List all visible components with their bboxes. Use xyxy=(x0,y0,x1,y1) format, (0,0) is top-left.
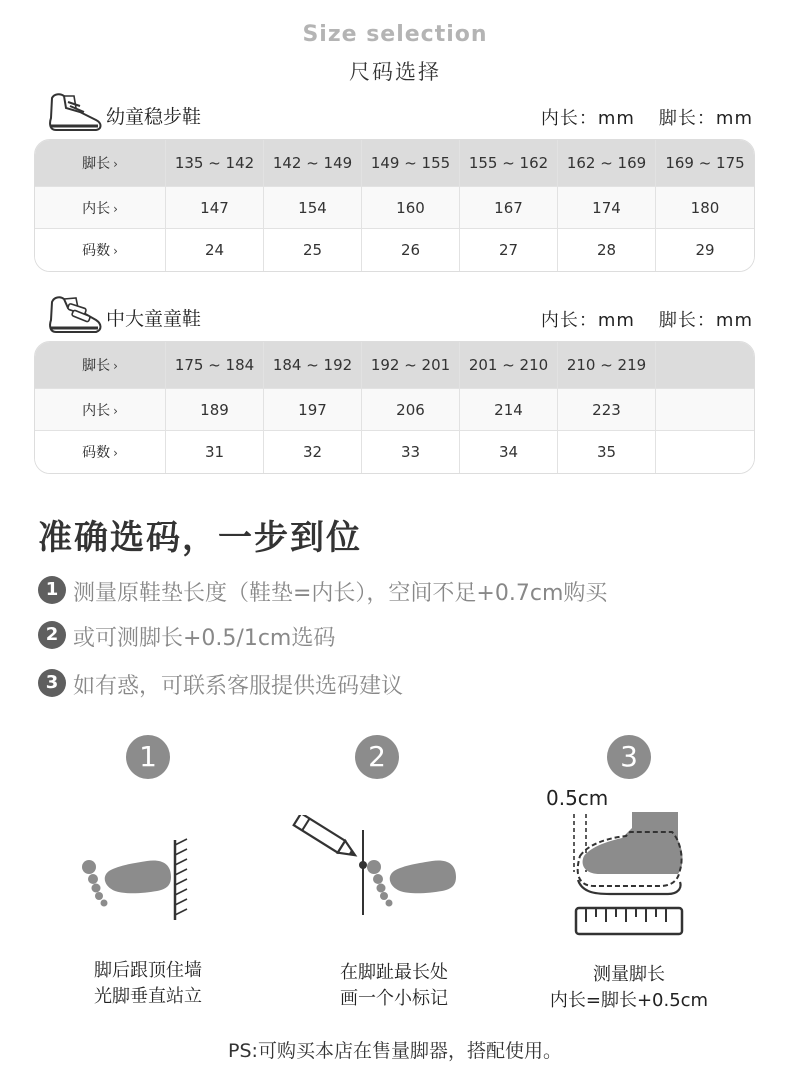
units-legend xyxy=(517,104,753,130)
size-table-kids xyxy=(34,341,755,474)
table-cell: 167 xyxy=(460,186,558,228)
table-cell: 189 xyxy=(166,388,264,430)
table-row-foot-length xyxy=(35,342,754,388)
title-chinese: 尺码选择 xyxy=(349,60,441,84)
table-cell: 25 xyxy=(264,228,362,271)
tip-text: 测量原鞋垫长度（鞋垫=内长），空间不足+0.7cm购买 xyxy=(73,581,608,606)
table-row-inner-length xyxy=(35,186,754,228)
table-cell: 32 xyxy=(264,430,362,473)
table-row-foot-length xyxy=(35,140,754,186)
table-cell: 206 xyxy=(362,388,460,430)
caption-line: 内长=脚长+0.5cm xyxy=(549,990,709,1011)
step-caption xyxy=(38,958,258,1010)
table-row-size xyxy=(35,430,754,473)
table-cell: 162 ~ 169 xyxy=(558,140,656,186)
caption-line: 测量脚长 xyxy=(593,964,665,985)
footer-note: PS:可购买本店在售量脚器，搭配使用。 xyxy=(228,1040,562,1062)
table-cell xyxy=(656,342,754,388)
table-cell: 169 ~ 175 xyxy=(656,140,754,186)
table-row-size xyxy=(35,228,754,271)
table-cell: 174 xyxy=(558,186,656,228)
table-cell xyxy=(656,388,754,430)
section-label: 幼童稳步鞋 xyxy=(106,106,202,128)
table-cell: 155 ~ 162 xyxy=(460,140,558,186)
table-cell: 175 ~ 184 xyxy=(166,342,264,388)
kids-shoe-icon xyxy=(46,292,104,336)
table-cell: 160 xyxy=(362,186,460,228)
table-cell: 135 ~ 142 xyxy=(166,140,264,186)
step-caption xyxy=(519,962,739,1014)
table-cell: 154 xyxy=(264,186,362,228)
table-cell: 34 xyxy=(460,430,558,473)
table-cell: 223 xyxy=(558,388,656,430)
table-cell: 180 xyxy=(656,186,754,228)
table-cell: 210 ~ 219 xyxy=(558,342,656,388)
row-label: 脚长 › xyxy=(35,342,166,388)
caption-line: 画一个小标记 xyxy=(340,988,448,1009)
table-cell: 214 xyxy=(460,388,558,430)
unit-foot-length: 脚长：mm xyxy=(658,310,753,331)
table-cell: 147 xyxy=(166,186,264,228)
size-table-toddler xyxy=(34,139,755,272)
caption-line: 在脚趾最长处 xyxy=(340,962,448,983)
row-label: 码数 › xyxy=(35,228,166,271)
table-cell xyxy=(656,430,754,473)
unit-inner-length: 内长：mm xyxy=(540,310,635,331)
section-header-toddler xyxy=(40,90,755,136)
row-label: 内长 › xyxy=(35,186,166,228)
table-row-inner-length xyxy=(35,388,754,430)
headline: 准确选码，一步到位 xyxy=(38,518,362,558)
units-legend xyxy=(517,306,753,332)
tip-text: 如有惑，可联系客服提供选码建议 xyxy=(73,674,404,699)
table-cell: 142 ~ 149 xyxy=(264,140,362,186)
table-cell: 149 ~ 155 xyxy=(362,140,460,186)
foot-against-wall-icon xyxy=(75,835,195,925)
pencil-mark-toe-icon xyxy=(288,815,463,920)
tip-number-badge: 2 xyxy=(38,621,66,649)
table-cell: 197 xyxy=(264,388,362,430)
section-label: 中大童童鞋 xyxy=(106,308,202,330)
step-number-badge: 2 xyxy=(355,735,399,779)
section-header-kids xyxy=(40,292,755,338)
caption-line: 光脚垂直站立 xyxy=(94,986,202,1007)
measure-label: 0.5cm xyxy=(546,786,609,810)
tip-number-badge: 1 xyxy=(38,576,66,604)
tip-number-badge: 3 xyxy=(38,669,66,697)
table-cell: 26 xyxy=(362,228,460,271)
title-english: Size selection xyxy=(302,22,488,47)
table-cell: 24 xyxy=(166,228,264,271)
table-cell: 192 ~ 201 xyxy=(362,342,460,388)
table-cell: 31 xyxy=(166,430,264,473)
table-cell: 29 xyxy=(656,228,754,271)
toddler-shoe-icon xyxy=(46,90,104,134)
table-cell: 35 xyxy=(558,430,656,473)
table-cell: 27 xyxy=(460,228,558,271)
row-label: 内长 › xyxy=(35,388,166,430)
step-caption xyxy=(284,960,504,1012)
row-label: 码数 › xyxy=(35,430,166,473)
table-cell: 33 xyxy=(362,430,460,473)
measure-foot-ruler-icon xyxy=(560,810,690,940)
step-number-badge: 3 xyxy=(607,735,651,779)
unit-inner-length: 内长：mm xyxy=(540,108,635,129)
unit-foot-length: 脚长：mm xyxy=(658,108,753,129)
row-label: 脚长 › xyxy=(35,140,166,186)
tip-text: 或可测脚长+0.5/1cm选码 xyxy=(73,626,336,651)
table-cell: 28 xyxy=(558,228,656,271)
table-cell: 184 ~ 192 xyxy=(264,342,362,388)
step-number-badge: 1 xyxy=(126,735,170,779)
table-cell: 201 ~ 210 xyxy=(460,342,558,388)
caption-line: 脚后跟顶住墙 xyxy=(94,960,202,981)
